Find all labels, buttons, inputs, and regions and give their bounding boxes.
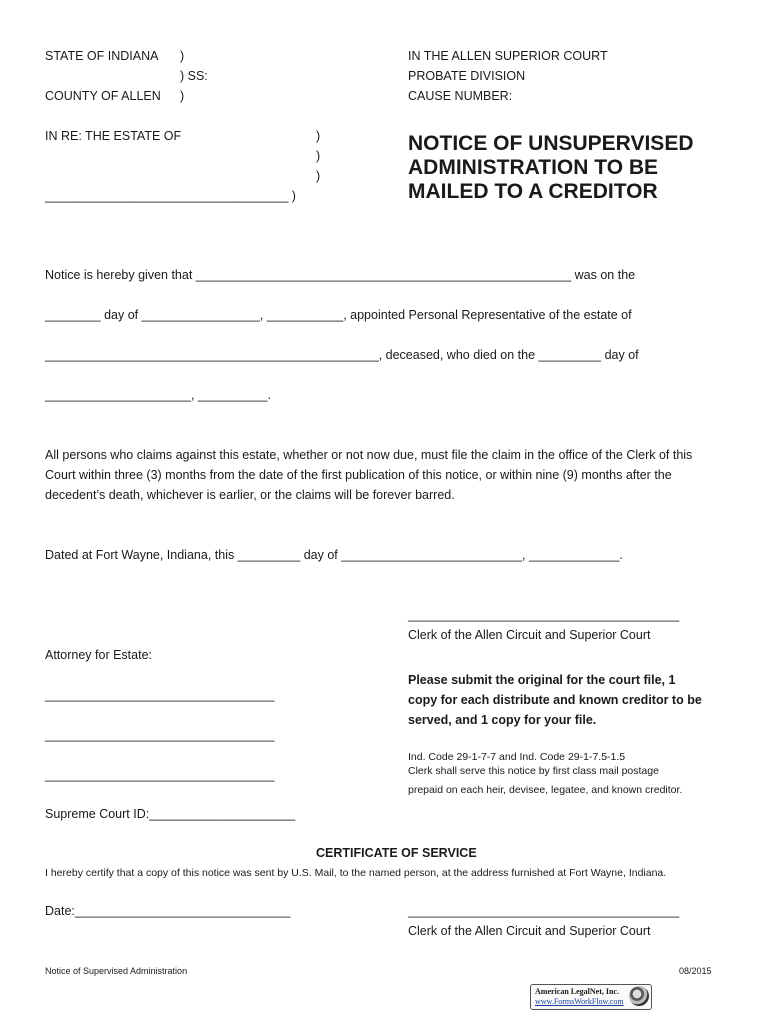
caption-paren: ) <box>180 49 185 63</box>
division-name: PROBATE DIVISION <box>408 69 526 83</box>
attorney-line[interactable]: _________________________________ <box>45 728 275 742</box>
certificate-date-field[interactable]: Date:_______________________________ <box>45 904 291 918</box>
attorney-line[interactable]: _________________________________ <box>45 688 275 702</box>
caption-paren: ) <box>316 149 321 163</box>
logo-company-name: American LegalNet, Inc. <box>535 987 619 996</box>
certificate-clerk-label: Clerk of the Allen Circuit and Superior Court <box>408 924 651 938</box>
ind-code-reference: Ind. Code 29-1-7-7 and Ind. Code 29-1-7.5-1.5 <box>408 751 626 763</box>
claims-paragraph: All persons who claims against this estate, whether or not now due, must file the claim in the office of the Clerk of this Court within three (3) months from the date of the first publication of this notice, or within nine (9) months after the decedent’s death, whichever is earlier, or the claims will be forever barred. <box>45 448 693 502</box>
document-title: NOTICE OF UNSUPERVISED ADMINISTRATION TO BE MAILED TO A CREDITOR <box>408 132 694 203</box>
state-label: STATE OF INDIANA <box>45 49 159 63</box>
county-label: COUNTY OF ALLEN <box>45 89 161 103</box>
submit-instructions: Please submit the original for the court file, 1 copy for each distribute and known creditor to be served, and 1 copy for your file. <box>408 673 702 727</box>
in-re-label: IN RE: THE ESTATE OF <box>45 129 182 143</box>
notice-line-1: Notice is hereby given that ______________________________________________________ was on the <box>45 268 636 282</box>
notice-line-2: ________ day of _________________, ___________, appointed Personal Representative of the estate of <box>45 308 632 322</box>
ss-label: ) SS: <box>180 69 208 83</box>
court-name: IN THE ALLEN SUPERIOR COURT <box>408 49 608 63</box>
footer-form-name: Notice of Supervised Administration <box>45 966 188 976</box>
supreme-court-id-field[interactable]: Supreme Court ID:_____________________ <box>45 807 296 821</box>
logo-url-link[interactable]: www.FormsWorkFlow.com <box>535 997 624 1006</box>
certificate-heading: CERTIFICATE OF SERVICE <box>316 846 477 860</box>
certificate-text: I hereby certify that a copy of this notice was sent by U.S. Mail, to the named person, at the address furnished at Fort Wayne, Indiana. <box>45 867 667 879</box>
dated-line: Dated at Fort Wayne, Indiana, this _________ day of __________________________, _____________. <box>45 548 623 562</box>
caption-paren: ) <box>316 169 321 183</box>
footer-revision-date: 08/2015 <box>679 966 712 976</box>
attorney-line[interactable]: _________________________________ <box>45 768 275 782</box>
caption-paren: ) <box>316 129 321 143</box>
legalnet-logo <box>530 984 652 1010</box>
clerk-signature-label: Clerk of the Allen Circuit and Superior Court <box>408 628 651 642</box>
certificate-clerk-line[interactable]: _______________________________________ <box>408 904 680 918</box>
notice-line-3: ________________________________________________, deceased, who died on the _________ day of <box>45 348 639 362</box>
cause-number-label: CAUSE NUMBER: <box>408 89 513 103</box>
notice-line-4: _____________________, __________. <box>45 388 271 402</box>
attorney-label: Attorney for Estate: <box>45 648 152 662</box>
caption-paren: ) <box>180 89 185 103</box>
serve-instructions: Clerk shall serve this notice by first class mail postage prepaid on each heir, devisee, legatee, and known creditor. <box>408 765 683 796</box>
estate-name-line[interactable]: ___________________________________ ) <box>45 189 296 203</box>
clerk-signature-line[interactable]: _______________________________________ <box>408 608 680 622</box>
logo-emblem-icon <box>629 986 649 1006</box>
